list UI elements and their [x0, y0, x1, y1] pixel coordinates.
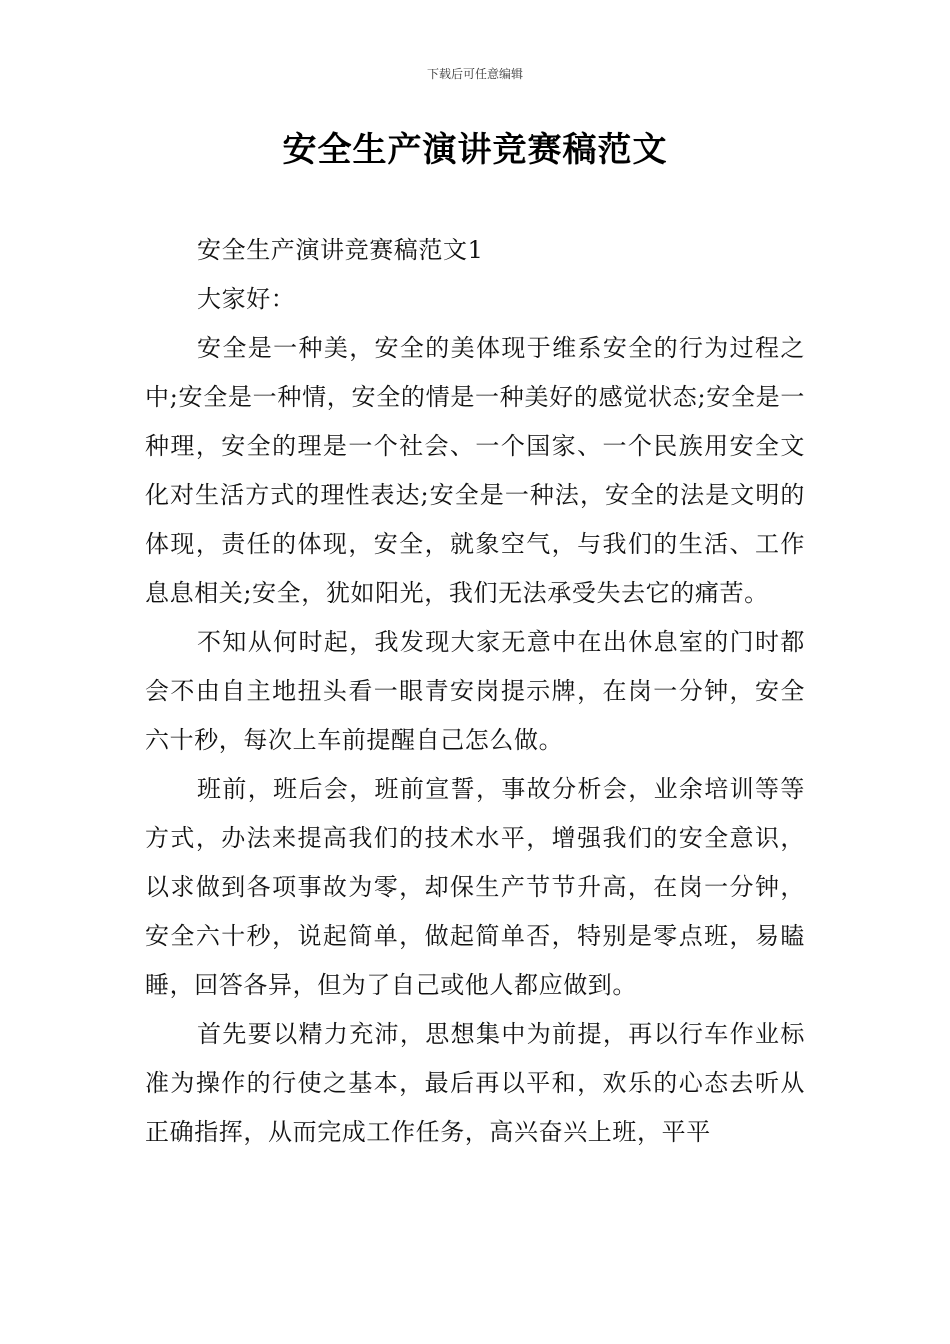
paragraph-body-3: 班前，班后会，班前宣誓，事故分析会，业余培训等等方式，办法来提高我们的技术水平，增强我们的安全意识，以求做到各项事故为零，却保生产节节升高，在岗一分钟，安全六十秒，说起简单，做起简单否，特别是零点班，易瞌睡，回答各异，但为了自己或他人都应做到。 — [145, 775, 805, 999]
document-title: 安全生产演讲竞赛稿范文 — [282, 130, 668, 170]
header-note: 下载后可任意编辑 — [426, 67, 523, 81]
paragraph-body-4: 首先要以精力充沛，思想集中为前提，再以行车作业标准为操作的行使之基本，最后再以平和，欢乐的心态去听从正确指挥，从而完成工作任务，高兴奋兴上班，平平 — [145, 1020, 805, 1146]
paragraph-greeting: 大家好： — [197, 285, 296, 313]
paragraph-body-2: 不知从何时起，我发现大家无意中在出休息室的门时都会不由自主地扭头看一眼青安岗提示牌，在岗一分钟，安全六十秒，每次上车前提醒自己怎么做。 — [145, 628, 805, 754]
paragraph-subtitle: 安全生产演讲竞赛稿范文1 — [197, 236, 484, 264]
document-body — [145, 226, 805, 1157]
paragraph-body-1: 安全是一种美，安全的美体现于维系安全的行为过程之中;安全是一种情，安全的情是一种美好的感觉状态;安全是一种理，安全的理是一个社会、一个国家、一个民族用安全文化对生活方式的理性表达;安全是一种法，安全的法是文明的体现，责任的体现，安全，就象空气，与我们的生活、工作息息相关;安全，犹如阳光，我们无法承受失去它的痛苦。 — [145, 334, 805, 607]
